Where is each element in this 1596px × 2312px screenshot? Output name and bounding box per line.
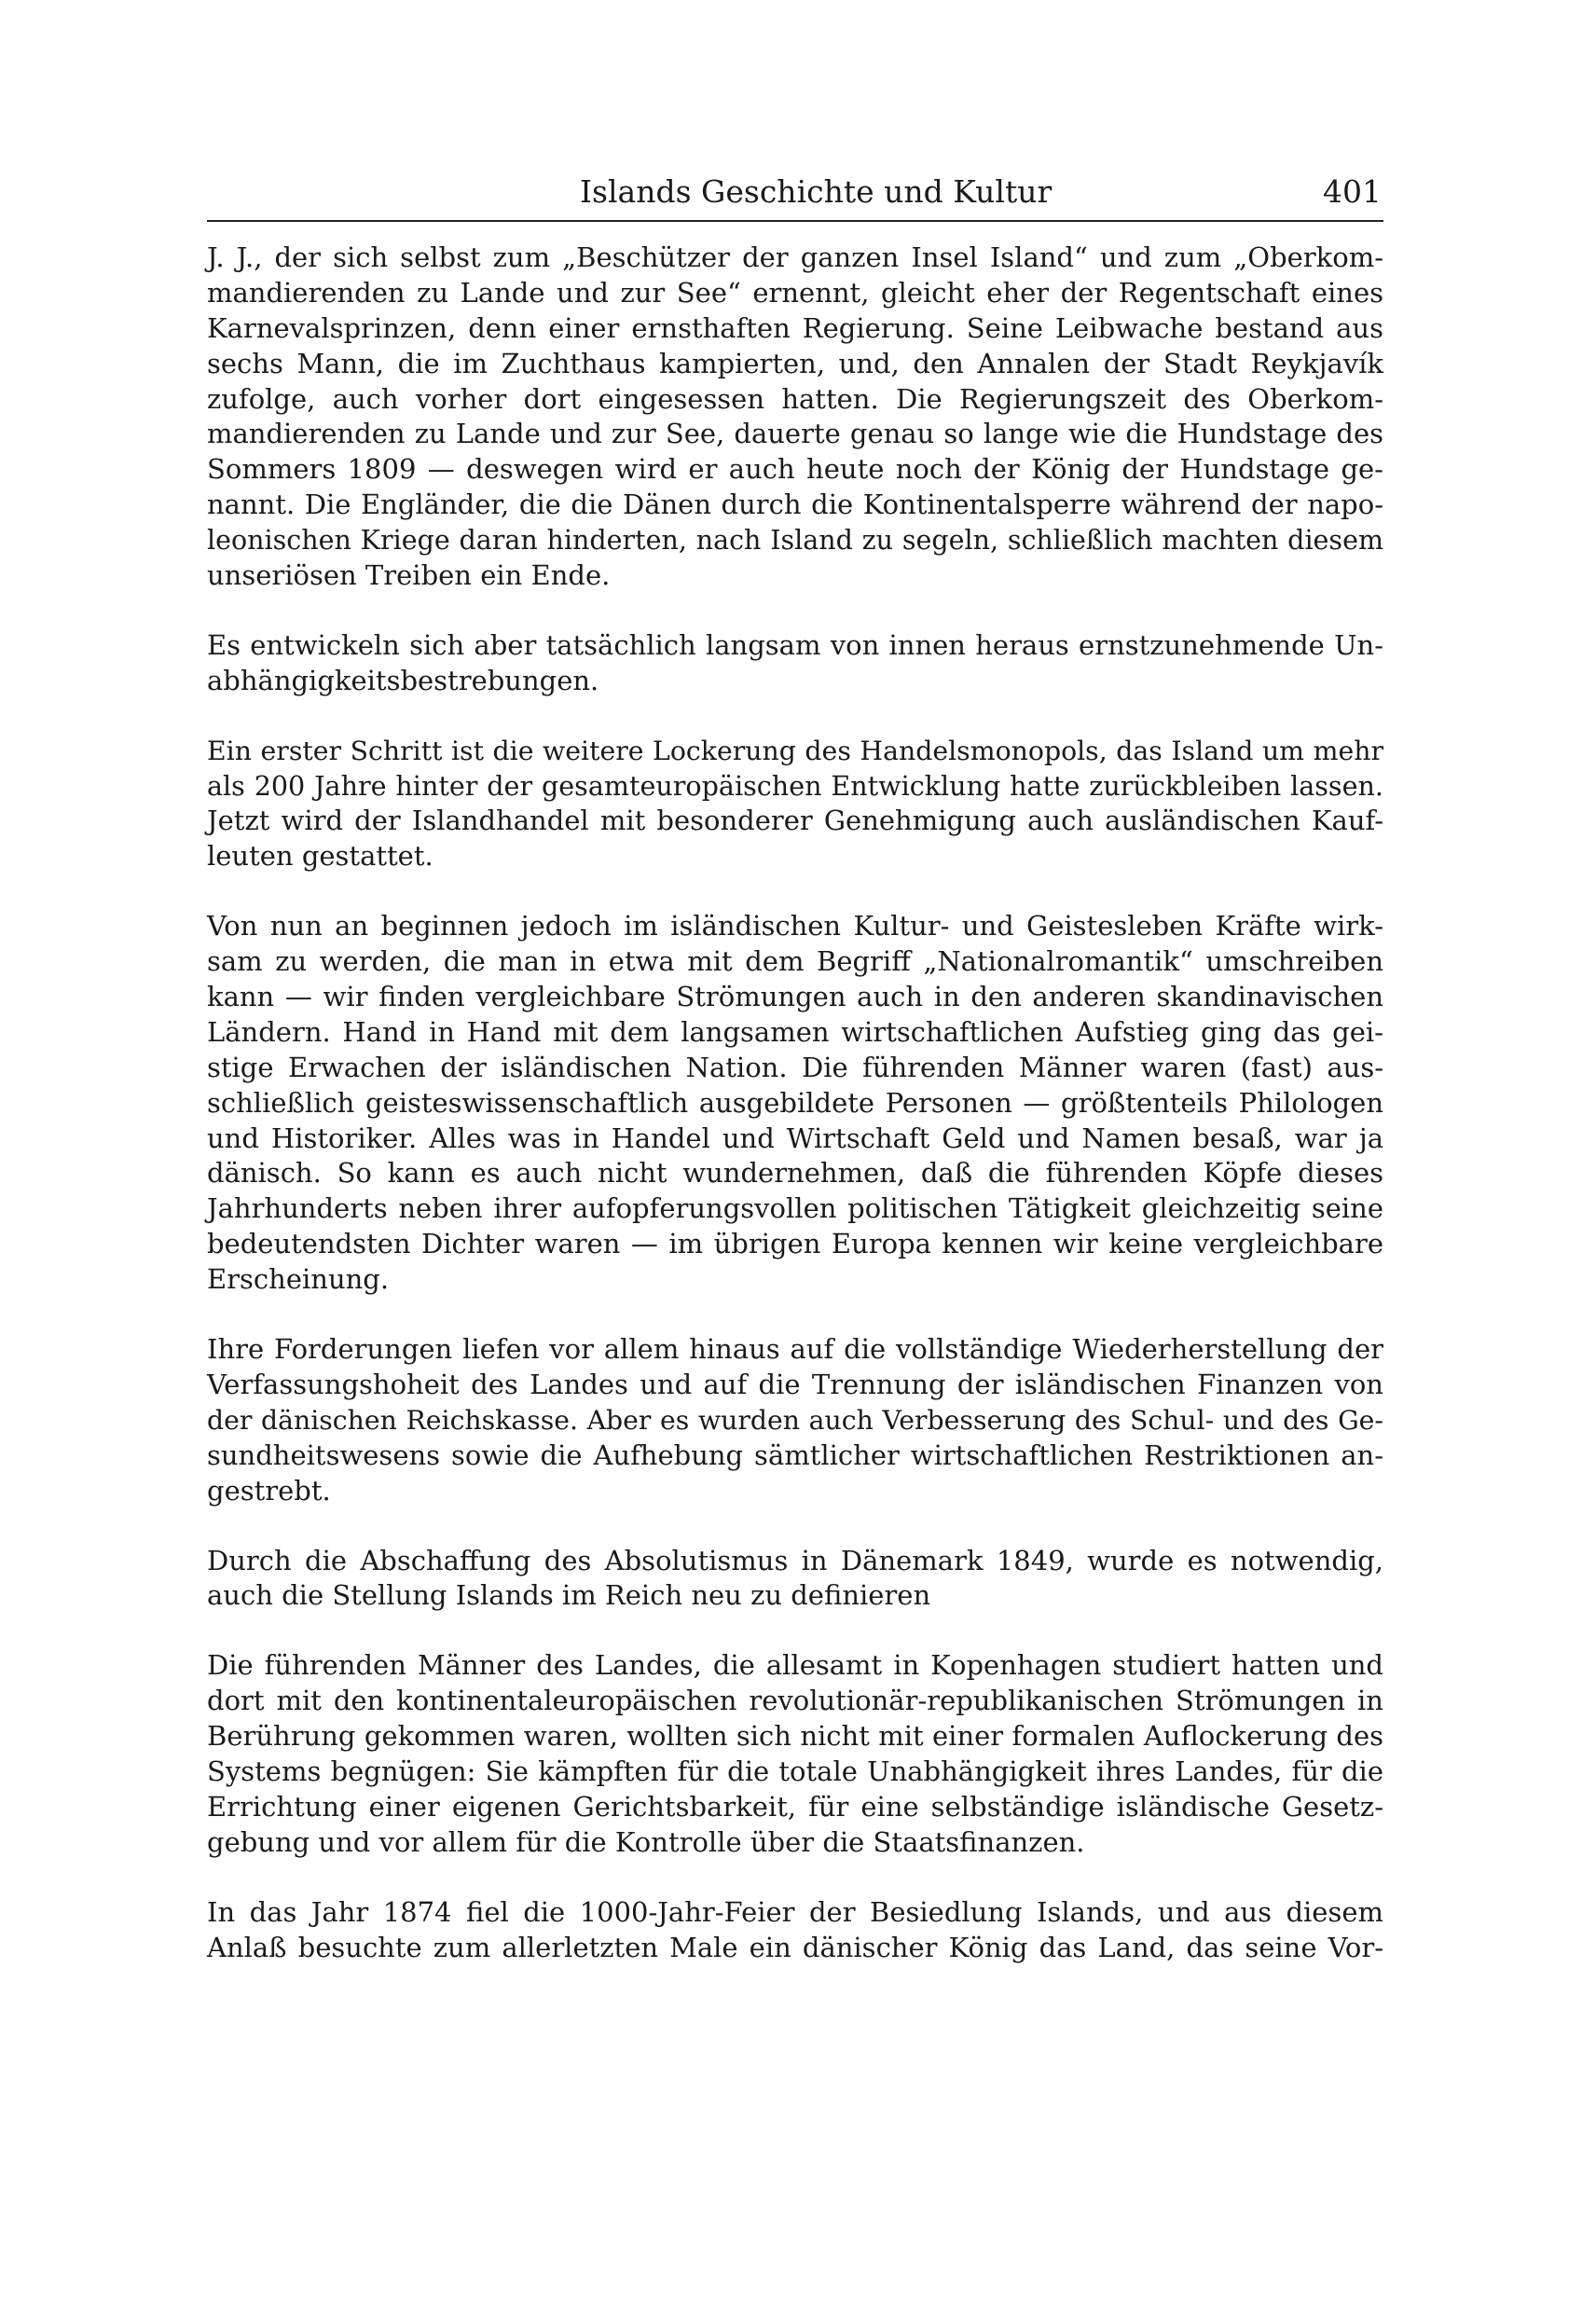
body-text (207, 241, 1383, 2000)
text-line: dort mit den kontinentaleuropäischen revolutionär-republikanischen Strömungen in (207, 1685, 1383, 1717)
paragraph (207, 1648, 1383, 1860)
text-line: und Historiker. Alles was in Handel und Wirtschaft Geld und Namen besaß, war ja (207, 1122, 1383, 1154)
text-line: Durch die Abschaffung des Absolutismus in Dänemark 1849, wurde es notwendig, (207, 1544, 1383, 1576)
paragraph (207, 1544, 1383, 1615)
text-line: leonischen Kriege daran hinderten, nach Island zu segeln, schließlich machten diesem (207, 525, 1383, 557)
text-line: Berührung gekommen waren, wollten sich nicht mit einer formalen Auflockerung des (207, 1720, 1383, 1753)
paragraph (207, 1895, 1383, 1966)
text-line: Ländern. Hand in Hand mit dem langsamen wirtschaftlichen Aufstieg ging das gei- (207, 1015, 1383, 1048)
text-line: Jahrhunderts neben ihrer aufopferungsvollen politischen Tätigkeit gleichzeitig seine (207, 1192, 1383, 1225)
text-line: gebung und vor allem für die Kontrolle über die Staatsfinanzen. (207, 1825, 1085, 1858)
text-line: Die führenden Männer des Landes, die allesamt in Kopenhagen studiert hatten und (207, 1649, 1383, 1682)
text-line: stige Erwachen der isländischen Nation. Die führenden Männer waren (fast) aus- (207, 1051, 1383, 1083)
text-line: unseriösen Treiben ein Ende. (207, 559, 611, 592)
text-line: Ein erster Schritt ist die weitere Lockerung des Handelsmonopols, das Island um mehr (207, 735, 1383, 766)
header-rule (207, 220, 1383, 222)
text-line: nannt. Die Engländer, die die Dänen durch die Kontinentalsperre während der napo- (207, 489, 1383, 521)
paragraph (207, 734, 1383, 875)
text-line: Anlaß besuchte zum allerletzten Male ein dänischer König das Land, das seine Vor- (207, 1931, 1383, 1963)
text-line: Erscheinung. (207, 1263, 390, 1296)
text-line: als 200 Jahre hinter der gesamteuropäischen Entwicklung hatte zurückbleiben lassen. (207, 769, 1383, 802)
text-line: der dänischen Reichskasse. Aber es wurden auch Verbesserung des Schul- und des Ge- (207, 1404, 1383, 1436)
text-line: Jetzt wird der Islandhandel mit besonderer Genehmigung auch ausländischen Kauf- (207, 805, 1383, 837)
page-number: 401 (1323, 173, 1382, 210)
text-line: sundheitswesens sowie die Aufhebung sämtlicher wirtschaftlichen Restriktionen an- (207, 1438, 1383, 1471)
text-line: Es entwickeln sich aber tatsächlich langsam von innen heraus ernstzunehmende Un- (207, 628, 1383, 661)
text-line: In das Jahr 1874 fiel die 1000-Jahr-Feier der Besiedlung Islands, und aus diesem (207, 1895, 1383, 1928)
text-line: Von nun an beginnen jedoch im isländischen Kultur- und Geistesleben Kräfte wirk- (207, 910, 1383, 943)
text-line: leuten gestattet. (207, 840, 433, 873)
text-line: Systems begnügen: Sie kämpften für die totale Unabhängigkeit ihres Landes, für die (207, 1755, 1383, 1787)
text-line: J. J., der sich selbst zum „Beschützer der ganzen Insel Island“ und zum „Oberkom- (207, 241, 1383, 273)
text-line: Verfassungshoheit des Landes und auf die Trennung der isländischen Finanzen von (207, 1368, 1383, 1400)
text-line: bedeutendsten Dichter waren — im übrigen Europa kennen wir keine vergleichbare (207, 1228, 1383, 1260)
text-line: Sommers 1809 — deswegen wird er auch heute noch der König der Hundstage ge- (207, 453, 1383, 486)
running-header (207, 168, 1383, 216)
text-line: abhängigkeitsbestrebungen. (207, 664, 599, 696)
text-line: mandierenden zu Lande und zur See“ ernennt, gleicht eher der Regentschaft eines (207, 276, 1383, 309)
text-line: dänisch. So kann es auch nicht wundernehmen, daß die führenden Köpfe dieses (207, 1157, 1383, 1190)
text-line: auch die Stellung Islands im Reich neu zu definieren (207, 1579, 931, 1612)
running-title: Islands Geschichte und Kultur (580, 173, 1053, 210)
text-line: Errichtung einer eigenen Gerichtsbarkeit, für eine selbständige isländische Gesetz- (207, 1790, 1383, 1823)
text-line: Ihre Forderungen liefen vor allem hinaus auf die vollständige Wiederherstellung der (207, 1333, 1383, 1366)
text-line: sechs Mann, die im Zuchthaus kampierten, und, den Annalen der Stadt Reykjavík (207, 347, 1383, 379)
text-line: gestrebt. (207, 1474, 331, 1507)
text-line: sam zu werden, die man in etwa mit dem Begriff „Nationalromantik“ umschreiben (207, 945, 1383, 978)
text-line: zufolge, auch vorher dort eingesessen hatten. Die Regierungszeit des Oberkom- (207, 382, 1383, 415)
text-line: Karnevalsprinzen, denn einer ernsthaften Regierung. Seine Leibwache bestand aus (207, 311, 1383, 344)
paragraph (207, 1332, 1383, 1508)
paragraph (207, 628, 1383, 699)
text-line: mandierenden zu Lande und zur See, dauerte genau so lange wie die Hundstage des (207, 418, 1383, 450)
paragraph (207, 241, 1383, 594)
text-line: schließlich geisteswissenschaftlich ausgebildete Personen — größtenteils Philologen (207, 1086, 1383, 1119)
text-line: kann — wir finden vergleichbare Strömungen auch in den anderen skandinavischen (207, 981, 1383, 1013)
paragraph (207, 909, 1383, 1298)
